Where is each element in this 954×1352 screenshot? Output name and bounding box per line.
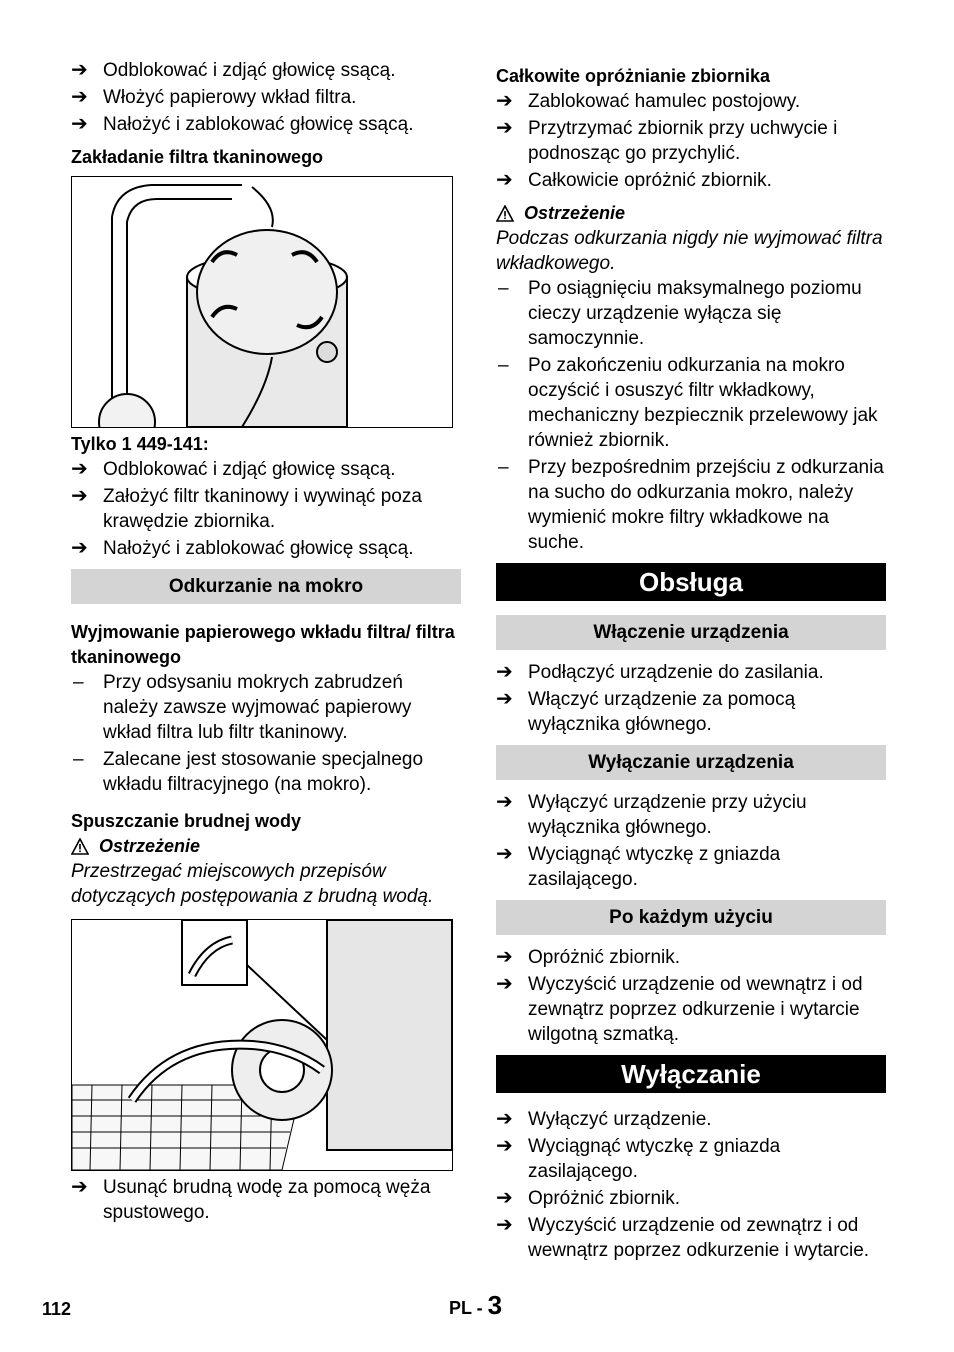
drain-warning: Ostrzeżenie	[71, 834, 461, 859]
list-item: ➔ Włożyć papierowy wkład filtra.	[71, 86, 357, 108]
arrow-icon: ➔	[496, 1187, 513, 1209]
right-column	[496, 64, 886, 1265]
dash-icon: –	[498, 457, 509, 478]
arrow-icon: ➔	[71, 1176, 88, 1198]
list-item: ➔ Założyć filtr tkaninowy i wywinąć poza krawędzie zbiornika.	[71, 485, 422, 532]
arrow-icon: ➔	[71, 59, 88, 81]
filter-illustration	[71, 176, 453, 428]
list-item: ➔ Przytrzymać zbiornik przy uchwycie i podnosząc go przychylić.	[496, 117, 838, 164]
list-item: ➔ Odblokować i zdjąć głowicę ssącą.	[71, 59, 396, 81]
warning-icon	[496, 205, 514, 222]
list-item: ➔ Włączyć urządzenie za pomocą wyłącznika głównego.	[496, 688, 796, 735]
arrow-icon: ➔	[496, 661, 513, 683]
section-after-use: Po każdym użyciu	[496, 900, 886, 935]
arrow-icon: ➔	[71, 485, 88, 507]
arrow-icon: ➔	[71, 458, 88, 480]
arrow-icon: ➔	[496, 90, 513, 112]
left-column	[71, 58, 461, 1227]
list-item: ➔ Usunąć brudną wodę za pomocą węża spustowego.	[71, 1176, 431, 1223]
warning-text: Podczas odkurzania nigdy nie wyjmować filtra wkładkowego.	[496, 228, 883, 274]
cloth-filter-heading: Zakładanie filtra tkaninowego	[71, 147, 324, 167]
arrow-icon: ➔	[496, 946, 513, 968]
arrow-icon: ➔	[71, 113, 88, 135]
arrow-icon: ➔	[496, 791, 513, 813]
list-item: – Przy bezpośrednim przejściu z odkurzania na sucho do odkurzania mokro, należy wymienić mokre filtry wkładkowe na suche.	[498, 457, 884, 553]
arrow-icon: ➔	[496, 973, 513, 995]
list-item: ➔ Odblokować i zdjąć głowicę ssącą.	[71, 458, 396, 480]
list-item: ➔ Opróżnić zbiornik.	[496, 1187, 681, 1209]
list-item: ➔ Wyczyścić urządzenie od wewnątrz i od zewnątrz poprzez odkurzenie i wytarcie wilgotną szmatką.	[496, 973, 863, 1045]
remove-filter-heading: Wyjmowanie papierowego wkładu filtra/ filtra tkaninowego	[71, 622, 455, 667]
list-item: ➔ Wyciągnąć wtyczkę z gniazda zasilającego.	[496, 1135, 781, 1182]
language-page-code: PL - 3	[449, 1290, 503, 1320]
list-item: ➔ Nałożyć i zablokować głowicę ssącą.	[71, 113, 414, 135]
list-item: – Przy odsysaniu mokrych zabrudzeń należy zawsze wyjmować papierowy wkład filtra lub filtr tkaninowy.	[73, 672, 412, 743]
dash-icon: –	[498, 355, 509, 376]
list-item: ➔ Wyciągnąć wtyczkę z gniazda zasilającego.	[496, 843, 781, 890]
list-item: ➔ Wyłączyć urządzenie przy użyciu wyłącznika głównego.	[496, 791, 807, 838]
arrow-icon: ➔	[496, 117, 513, 139]
arrow-icon: ➔	[496, 169, 513, 191]
arrow-icon: ➔	[496, 1108, 513, 1130]
arrow-icon: ➔	[496, 688, 513, 710]
list-item: ➔ Wyczyścić urządzenie od zewnątrz i od wewnątrz poprzez odkurzenie i wytarcie.	[496, 1214, 870, 1261]
drain-heading: Spuszczanie brudnej wody	[71, 811, 302, 831]
dash-icon: –	[73, 749, 84, 770]
dash-icon: –	[73, 672, 84, 693]
page-number: 112	[42, 1299, 72, 1319]
empty-heading: Całkowite opróżnianie zbiornika	[496, 66, 771, 86]
list-item: ➔ Całkowicie opróżnić zbiornik.	[496, 169, 772, 191]
arrow-icon: ➔	[496, 1135, 513, 1157]
dash-icon: –	[498, 278, 509, 299]
section-switch-off: Wyłączanie urządzenia	[496, 745, 886, 780]
list-item: – Po zakończeniu odkurzania na mokro oczyścić i osuszyć filtr wkładkowy, mechaniczny bezpiecznik przelewowy jak również zbiornik.	[498, 355, 878, 451]
list-item: ➔ Wyłączyć urządzenie.	[496, 1108, 712, 1130]
arrow-icon: ➔	[496, 1214, 513, 1236]
list-item: ➔ Nałożyć i zablokować głowicę ssącą.	[71, 537, 414, 559]
shutdown-title: Wyłączanie	[496, 1055, 886, 1093]
model-heading: Tylko 1 449-141:	[71, 434, 209, 454]
list-item: ➔ Podłączyć urządzenie do zasilania.	[496, 661, 824, 683]
drain-warning-text: Przestrzegać miejscowych przepisów dotyczących postępowania z brudną wodą.	[71, 861, 434, 907]
list-item: ➔ Opróżnić zbiornik.	[496, 946, 681, 968]
warning-icon	[71, 838, 89, 855]
operation-title: Obsługa	[496, 563, 886, 601]
list-item: ➔ Zablokować hamulec postojowy.	[496, 90, 801, 112]
arrow-icon: ➔	[71, 537, 88, 559]
warning-heading: Ostrzeżenie	[496, 201, 886, 226]
list-item: – Po osiągnięciu maksymalnego poziomu cieczy urządzenie wyłącza się samoczynnie.	[498, 278, 862, 349]
section-switch-on: Włączenie urządzenia	[496, 615, 886, 650]
arrow-icon: ➔	[496, 843, 513, 865]
arrow-icon: ➔	[71, 86, 88, 108]
section-wet-vacuum: Odkurzanie na mokro	[71, 569, 461, 604]
list-item: – Zalecane jest stosowanie specjalnego wkładu filtracyjnego (na mokro).	[73, 749, 424, 795]
drain-illustration	[71, 919, 453, 1171]
